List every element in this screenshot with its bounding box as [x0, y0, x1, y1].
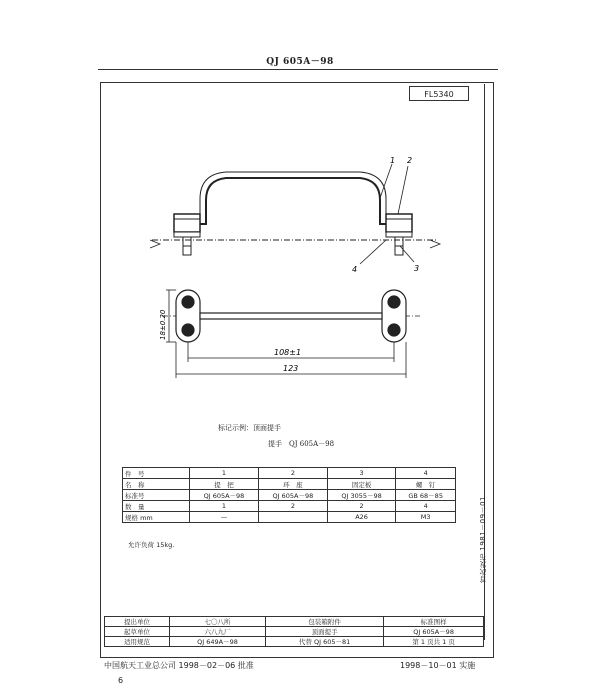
table-cell: M3 [396, 512, 456, 523]
table-cell: 固定板 [327, 479, 395, 490]
title-cell: 起草单位 [105, 627, 170, 637]
drawing-code-box: FL5340 [409, 86, 469, 101]
hatch-left [150, 240, 160, 248]
handle-front-view [150, 164, 440, 264]
table-cell: 环 座 [258, 479, 327, 490]
title-cell: QJ 605A－98 [384, 627, 484, 637]
handle-rod-outer [188, 178, 396, 224]
title-cell: 适用规范 [105, 637, 170, 647]
hatch-right [430, 240, 440, 248]
leader-3 [400, 246, 414, 262]
table-cell: GB 68－85 [396, 490, 456, 501]
page-number: 6 [118, 676, 124, 685]
allowable-load-note: 允许负荷 15kg. [128, 541, 175, 549]
table-row [123, 468, 456, 479]
dim-overall-text: 123 [283, 364, 299, 373]
table-cell: 2 [258, 468, 327, 479]
title-cell: 顶面提手 [265, 627, 383, 637]
table-row [105, 637, 484, 647]
table-cell: QJ 3055－98 [327, 490, 395, 501]
table-row [105, 627, 484, 637]
callout-2: 2 [407, 156, 413, 165]
callout-1: 1 [390, 156, 396, 165]
title-block [104, 616, 484, 647]
title-cell: 提出单位 [105, 617, 170, 627]
title-cell: 六八九厂 [170, 627, 266, 637]
title-cell: 第 1 页共 1 页 [384, 637, 484, 647]
title-cell: QJ 649A－98 [170, 637, 266, 647]
title-cell: 标准图样 [384, 617, 484, 627]
row-label: 件 号 [123, 468, 190, 479]
ring-seat-left [174, 214, 200, 232]
dim-height-text: 18±0.20 [159, 309, 167, 340]
fixing-plate-left [174, 232, 200, 237]
callout-3: 3 [414, 264, 420, 273]
dim-pitch-text: 108±1 [274, 348, 302, 357]
approval-note: 中国航天工业总公司 1998－02－06 批准 [104, 661, 254, 670]
table-row [105, 617, 484, 627]
row-label: 数 量 [123, 501, 190, 512]
table-cell: 1 [190, 468, 259, 479]
table-cell: A26 [327, 512, 395, 523]
plan-hole-right-top [388, 296, 400, 308]
plan-hole-right-bottom [388, 324, 400, 336]
table-cell: 3 [327, 468, 395, 479]
table-row [123, 479, 456, 490]
leader-4 [360, 240, 386, 264]
plan-hole-left-bottom [182, 324, 194, 336]
parts-table [122, 467, 456, 523]
standard-number-header: QJ 605A－98 [266, 57, 334, 67]
table-cell: 提 把 [190, 479, 259, 490]
row-label: 规格 mm [123, 512, 190, 523]
table-cell: — [190, 512, 259, 523]
callout-4: 4 [352, 265, 358, 274]
fixing-plate-right [386, 232, 412, 237]
marking-example-value: 提手 QJ 605A－98 [268, 440, 335, 448]
table-row [123, 512, 456, 523]
plan-rod [200, 313, 382, 319]
handle-rod-inner [194, 172, 392, 224]
implementation-date: 1998－10－01 实施 [400, 661, 476, 670]
table-cell: 螺 钉 [396, 479, 456, 490]
table-cell: 2 [327, 501, 395, 512]
ring-seat-right [386, 214, 412, 232]
row-label: 标准号 [123, 490, 190, 501]
table-cell: 4 [396, 468, 456, 479]
table-cell: 1 [190, 501, 259, 512]
title-cell: 代替 QJ 605－81 [265, 637, 383, 647]
plan-hole-left-top [182, 296, 194, 308]
table-row [123, 490, 456, 501]
table-cell: 2 [258, 501, 327, 512]
title-cell: 包装箱附件 [265, 617, 383, 627]
marking-example-label: 标记示例：顶面提手 [218, 424, 281, 432]
table-cell: QJ 605A－98 [190, 490, 259, 501]
title-cell: 七〇八所 [170, 617, 266, 627]
first-issue-date: 首次发布 1981－09－01 [479, 496, 487, 584]
table-cell [258, 512, 327, 523]
table-cell: 4 [396, 501, 456, 512]
leader-2 [398, 166, 408, 214]
table-row [123, 501, 456, 512]
table-cell: QJ 605A－98 [258, 490, 327, 501]
row-label: 名 称 [123, 479, 190, 490]
